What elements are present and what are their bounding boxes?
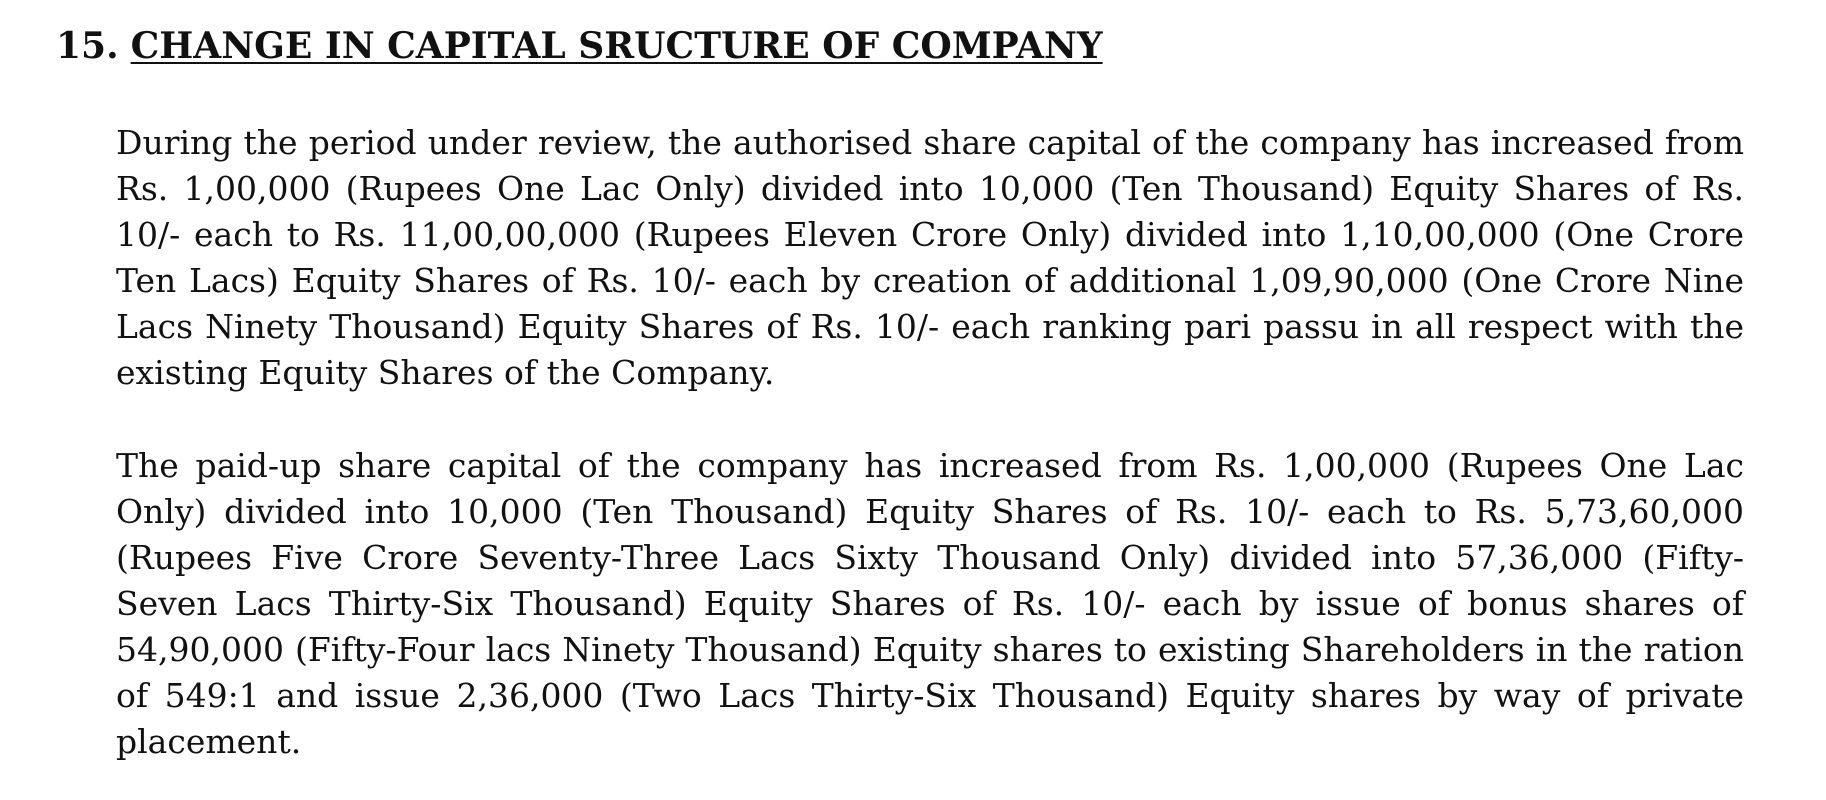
section-number: 15. [56,25,119,67]
section-heading [56,22,1103,70]
section-title: CHANGE IN CAPITAL SRUCTURE OF COMPANY [130,25,1103,67]
paragraph-paid-up-capital: The paid-up share capital of the company has increased from Rs. 1,00,000 (Rupees One Lac Only) divided into 10,000 (Ten Thousand) Equity Shares of Rs. 10/- each to Rs. 5,73,60,000 (Rupees Five Crore Seventy-Three Lacs Sixty Thousand Only) divided into 57,36,000 (Fifty-Seven Lacs Thirty-Six Thousand) Equity Shares of Rs. 10/- each by issue of bonus shares of 54,90,000 (Fifty-Four lacs Ninety Thousand) Equity shares to existing Shareholders in the ration of 549:1 and issue 2,36,000 (Two Lacs Thirty-Six Thousand) Equity shares by way of private placement. [116,446,1744,761]
paragraph-authorised-capital: During the period under review, the authorised share capital of the company has increased from Rs. 1,00,000 (Rupees One Lac Only) divided into 10,000 (Ten Thousand) Equity Shares of Rs. 10/- each to Rs. 11,00,00,000 (Rupees Eleven Crore Only) divided into 1,10,00,000 (One Crore Ten Lacs) Equity Shares of Rs. 10/- each by creation of additional 1,09,90,000 (One Crore Nine Lacs Ninety Thousand) Equity Shares of Rs. 10/- each ranking pari passu in all respect with the existing Equity Shares of the Company. [116,123,1744,392]
